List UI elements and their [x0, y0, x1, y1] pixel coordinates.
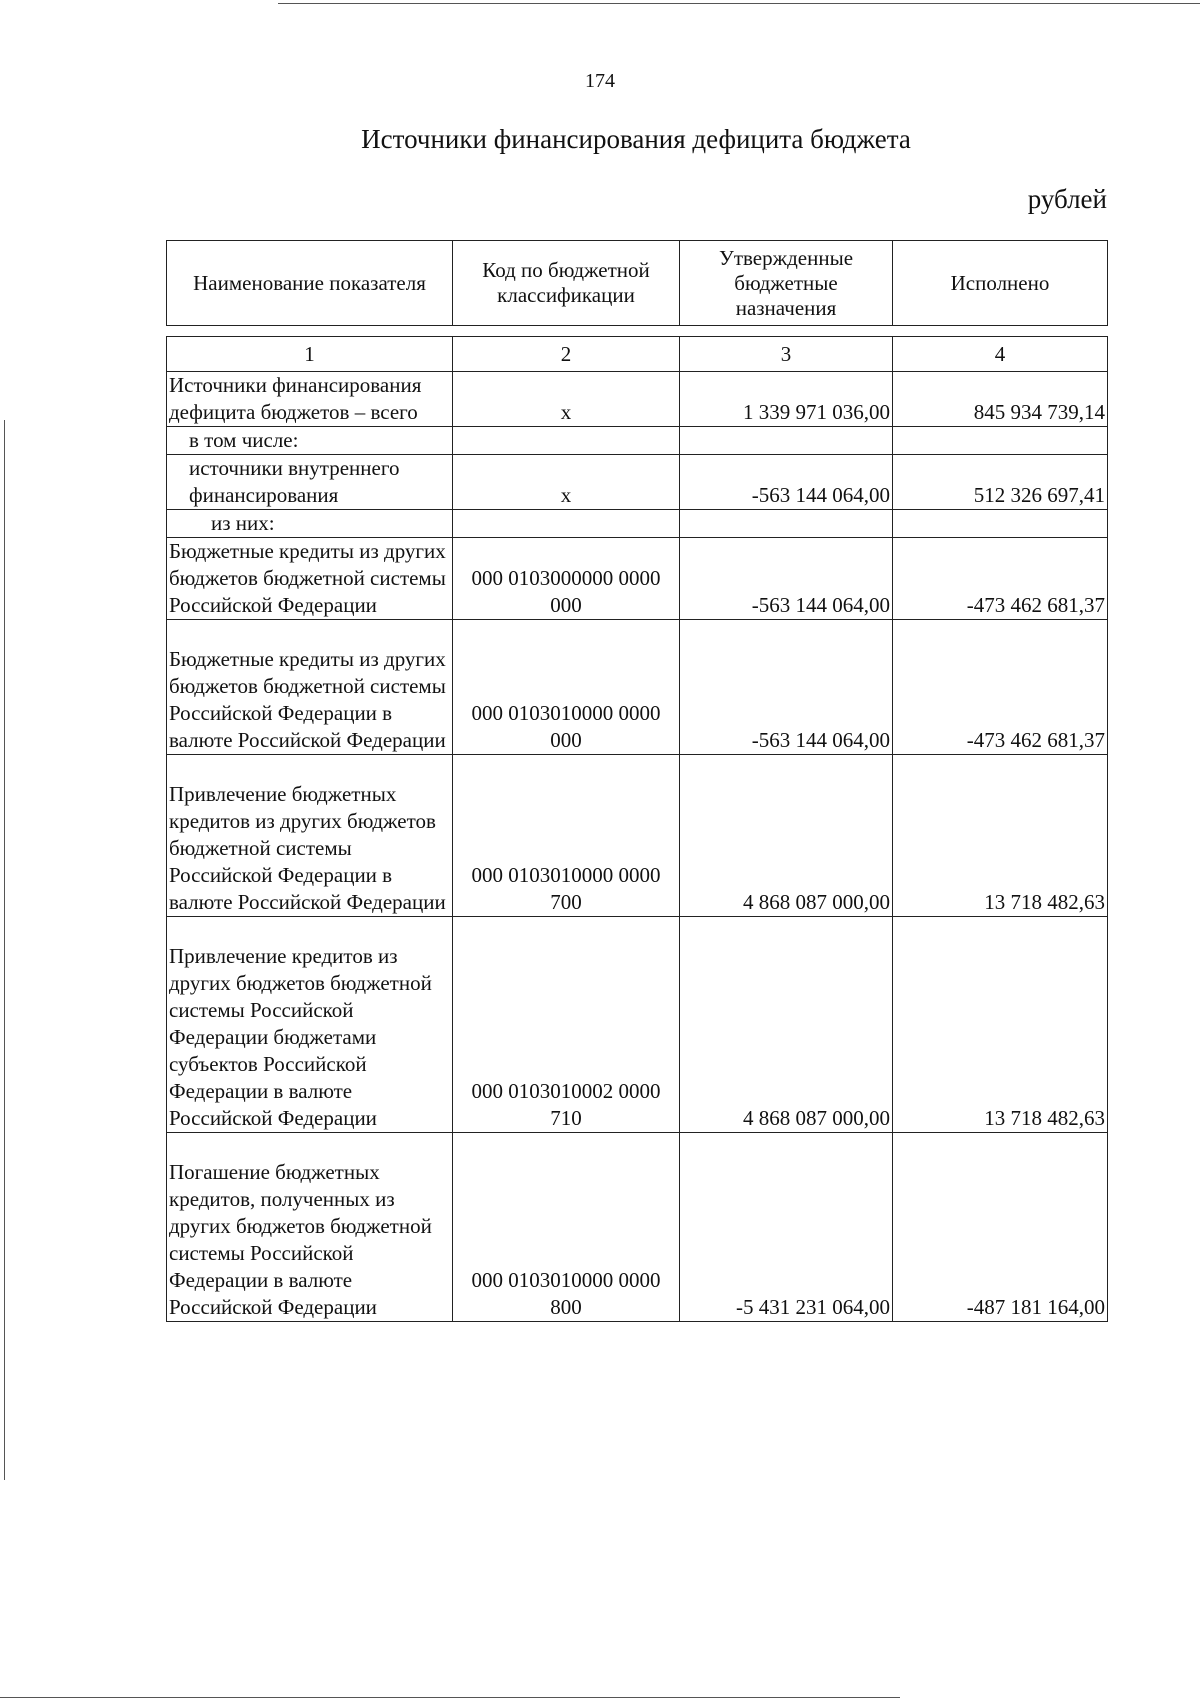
row-code: 000 0103010000 0000 000 — [453, 620, 680, 755]
row-approved — [680, 510, 893, 538]
column-number: 3 — [680, 337, 893, 372]
column-number: 2 — [453, 337, 680, 372]
table-row — [167, 427, 1108, 455]
row-name: Источники финансирования дефицита бюджетов – всего — [167, 372, 453, 427]
row-executed: -473 462 681,37 — [893, 538, 1108, 620]
column-header-name: Наименование показателя — [167, 241, 453, 326]
table-row — [167, 510, 1108, 538]
table-row — [167, 620, 1108, 755]
row-executed — [893, 427, 1108, 455]
row-approved — [680, 427, 893, 455]
table-row — [167, 755, 1108, 917]
column-number-row — [167, 337, 1108, 372]
row-executed: 845 934 739,14 — [893, 372, 1108, 427]
row-executed: -473 462 681,37 — [893, 620, 1108, 755]
row-executed: 512 326 697,41 — [893, 455, 1108, 510]
page-title: Источники финансирования дефицита бюджета — [361, 124, 911, 154]
row-code: 000 0103010000 0000 700 — [453, 755, 680, 917]
scan-edge-top — [278, 3, 1200, 4]
row-name: Привлечение бюджетных кредитов из других бюджетов бюджетной системы Российской Федерации в валюте Российской Федерации — [167, 755, 453, 917]
row-code: 000 0103010002 0000 710 — [453, 917, 680, 1133]
row-code — [453, 427, 680, 455]
row-executed — [893, 510, 1108, 538]
column-number: 4 — [893, 337, 1108, 372]
row-code — [453, 510, 680, 538]
row-approved: -5 431 231 064,00 — [680, 1133, 893, 1322]
table-row — [167, 917, 1108, 1133]
row-code: x — [453, 372, 680, 427]
row-name: в том числе: — [167, 427, 453, 455]
row-approved: -563 144 064,00 — [680, 538, 893, 620]
financing-table — [166, 336, 1108, 1322]
row-approved: -563 144 064,00 — [680, 455, 893, 510]
row-approved: 4 868 087 000,00 — [680, 755, 893, 917]
row-name: из них: — [167, 510, 453, 538]
row-code: 000 0103010000 0000 800 — [453, 1133, 680, 1322]
column-number: 1 — [167, 337, 453, 372]
table-row — [167, 1133, 1108, 1322]
row-name: источники внутреннего финансирования — [167, 455, 453, 510]
row-name: Погашение бюджетных кредитов, полученных из других бюджетов бюджетной системы Российской Федерации в валюте Российской Федерации — [167, 1133, 453, 1322]
units-label: рублей — [1027, 184, 1107, 214]
table-row — [167, 455, 1108, 510]
table-row — [167, 538, 1108, 620]
row-approved: 4 868 087 000,00 — [680, 917, 893, 1133]
row-code: x — [453, 455, 680, 510]
scan-edge-left — [4, 420, 5, 1480]
row-name: Бюджетные кредиты из других бюджетов бюджетной системы Российской Федерации в валюте Российской Федерации — [167, 620, 453, 755]
row-approved: 1 339 971 036,00 — [680, 372, 893, 427]
table-header — [166, 240, 1108, 326]
scan-edge-bottom — [0, 1697, 900, 1698]
column-header-executed: Исполнено — [893, 241, 1108, 326]
table-row — [167, 372, 1108, 427]
row-executed: 13 718 482,63 — [893, 755, 1108, 917]
column-header-code: Код по бюджетной классификации — [453, 241, 680, 326]
page-number: 174 — [585, 70, 615, 92]
row-executed: 13 718 482,63 — [893, 917, 1108, 1133]
row-executed: -487 181 164,00 — [893, 1133, 1108, 1322]
row-approved: -563 144 064,00 — [680, 620, 893, 755]
row-name: Привлечение кредитов из других бюджетов бюджетной системы Российской Федерации бюджетами субъектов Российской Федерации в валюте Российской Федерации — [167, 917, 453, 1133]
row-name: Бюджетные кредиты из других бюджетов бюджетной системы Российской Федерации — [167, 538, 453, 620]
column-header-approved: Утвержденные бюджетные назначения — [680, 241, 893, 326]
row-code: 000 0103000000 0000 000 — [453, 538, 680, 620]
